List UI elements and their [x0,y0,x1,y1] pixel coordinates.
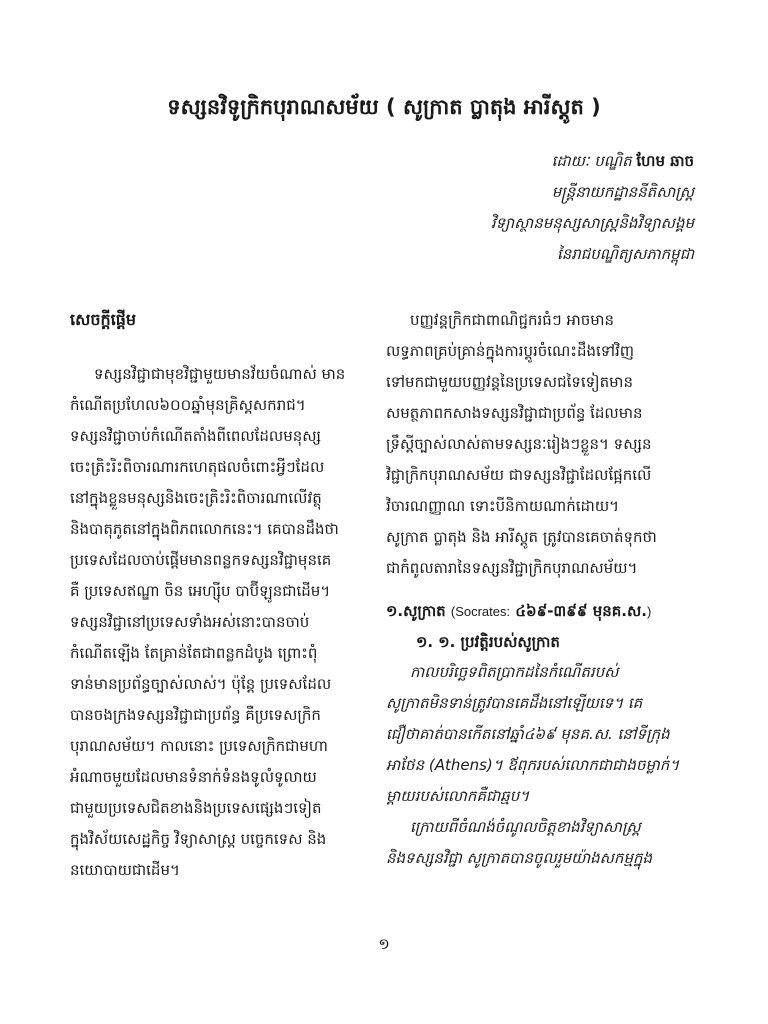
text-line: កាលបរិច្ឆេទពិតប្រាកដនៃកំណើតរបស់ [410,663,619,681]
text-line: បានចងក្រងទស្សនវិជ្ជាជាប្រព័ន្ធ គឺប្រទេសក្រិក [70,706,321,724]
text-line: សូក្រាតមិនទាន់ត្រូវបានគេដឹងនៅឡើយទេ។ គេ [386,694,643,712]
author-line [294,146,694,177]
section-number: ១. [386,602,404,620]
text-line: កំណើតឡើង តែគ្រាន់តែជាពន្លកដំបូង ព្រោះពុំ [70,644,318,662]
section-latin-name: (Socrates: [450,604,511,619]
text-line: ចេះត្រិះរិះពិចារណារកហេតុផលចំពោះអ្វីៗដែល [70,458,325,476]
document-title: ទស្សនវិទូក្រិកបុរាណសម័យ ( សូក្រាត ប្លាតុង អារីស្តូត ) [167,95,601,119]
text-line: បុរាណសម័យ។ កាលនោះ ប្រទេសក្រិកជាមហា [70,737,328,755]
page-number: ១ [378,935,390,953]
text-line: វិចារណញ្ញាណ ទោះបីនិកាយណាក់ដោយ។ [386,497,619,515]
text-line: លទ្ធភាពគ្រប់គ្រាន់ក្នុងការប្តូរចំណេះដឹងទៅវិញ [386,342,635,360]
text-line: ជាកំពូលតារានៃទស្សនវិជ្ជាក្រិកបុរាណសម័យ។ [386,559,638,577]
text-line: និងបាតុភូតនៅក្នុងពិភពលោកនេះ។ គេបានដឹងថា [70,520,339,538]
text-line: ប្រទេសដែលចាប់ផ្តើមមានពន្លកទស្សនវិជ្ជាមុនគេ [70,551,332,569]
author-position: មន្ត្រីនាយកដ្ឋាននីតិសាស្ត្រ [551,183,694,201]
text-line: នៅក្នុងខ្លួនមនុស្សនិងចេះត្រិះរិះពិចារណាលើវត្ថុ [70,489,322,507]
interests-paragraph [386,812,688,874]
author-institute: វិទ្យាស្ថានមនុស្សសាស្ត្រនិងវិទ្យាសង្គម [490,214,694,232]
section-dates: ៤៦៩-៣៩៩ មុនគ.ស. [515,602,647,620]
text-line: ទ្រឹស្តីច្បាស់លាស់តាមទស្សនៈរៀងៗខ្លួន។ ទស្សន [386,435,652,453]
subsection-heading-biography: ១. ១. ប្រវត្តិរបស់សូក្រាត [416,633,560,651]
section-name: សូក្រាត [403,602,446,620]
author-academy: នៃរាជបណ្ឌិត្យសភាកម្ពុជា [556,245,694,263]
author-byline [294,146,694,270]
section-close-paren: ) [646,604,652,619]
section-heading-socrates [386,596,688,627]
text-line: កំណើតប្រហែល៦០០ឆ្នាំមុនគ្រិស្តសករាជ។ [70,396,306,414]
introduction-paragraph [70,359,364,886]
text-line: ក្រោយពីចំណង់ចំណូលចិត្តខាងវិទ្យាសាស្ត្រ [410,818,641,836]
text-line: ម្តាយរបស់លោកគឺជាឆ្មប។ [386,787,530,805]
text-line: សូក្រាត ប្លាតុង និង អារីស្តូត ត្រូវបានគេចាត់ទុកថា [386,528,657,546]
text-line: ជាមួយប្រទេសជិតខាងនិងប្រទេសផ្សេងៗទៀត [70,799,322,817]
text-line: ទាន់មានប្រព័ន្ធច្បាស់លាស់។ ប៉ុន្តែ ប្រទេសដែល [70,675,332,693]
text-line: វិជ្ជាក្រិកបុរាណសម័យ ជាទស្សនវិជ្ជាដែលផ្អែកលើ [386,466,652,484]
text-line: បញ្ញវន្តក្រិកជាពាណិជ្ជករធំៗ អាចមាន [410,311,615,329]
text-line: អាថែន (Athens)។ ឪពុករបស់លោកជាជាងចម្លាក់។ [386,756,680,774]
text-line: ទស្សនវិជ្ជានៅប្រទេសទាំងអស់នោះបានចាប់ [70,613,310,631]
text-line: ទស្សនវិជ្ជាជាមុខវិជ្ជាមួយមានវ័យចំណាស់ មាន [94,365,346,383]
left-column [70,305,364,886]
section-heading-introduction: សេចក្តីផ្តើម [70,310,137,329]
author-prefix: ដោយៈ បណ្ឌិត [551,152,632,170]
biography-paragraph [386,657,688,812]
text-line: អំណាចមួយដែលមានទំនាក់ទំនងទូលំទូលាយ [70,768,317,786]
intro-continuation-paragraph [386,305,688,584]
text-line: នយោបាយជាដើម។ [70,861,180,879]
text-line: គឺ ប្រទេសឥណ្ឌា ចិន អេហ្ស៊ីប បាប៊ីឡូនជាដើម។ [70,582,331,600]
text-line: ទៅមកជាមួយបញ្ញវន្តនៃប្រទេសជទៃទៀតមាន [386,373,633,391]
text-line: និងទស្សនវិជ្ជា សូក្រាតបានចូលរួមយ៉ាងសកម្មក្នុង [386,849,653,867]
text-line: ក្នុងវិស័យសេដ្ឋកិច្ច វិទ្យាសាស្ត្រ បច្ចេកទេស និង [70,830,327,848]
text-line: ជឿថាគាត់បានកើតនៅឆ្នាំ៤៦៩ មុនគ.ស. នៅទីក្រុង [386,725,670,743]
author-name: ហែម ឆាច [636,152,694,170]
right-column [386,305,688,874]
text-line: ទស្សនវិជ្ជាចាប់កំណើតតាំងពីពេលដែលមនុស្ស [70,427,322,445]
text-line: សមត្ថភាពកសាងទស្សនវិជ្ជាជាប្រព័ន្ធ ដែលមាន [386,404,643,422]
